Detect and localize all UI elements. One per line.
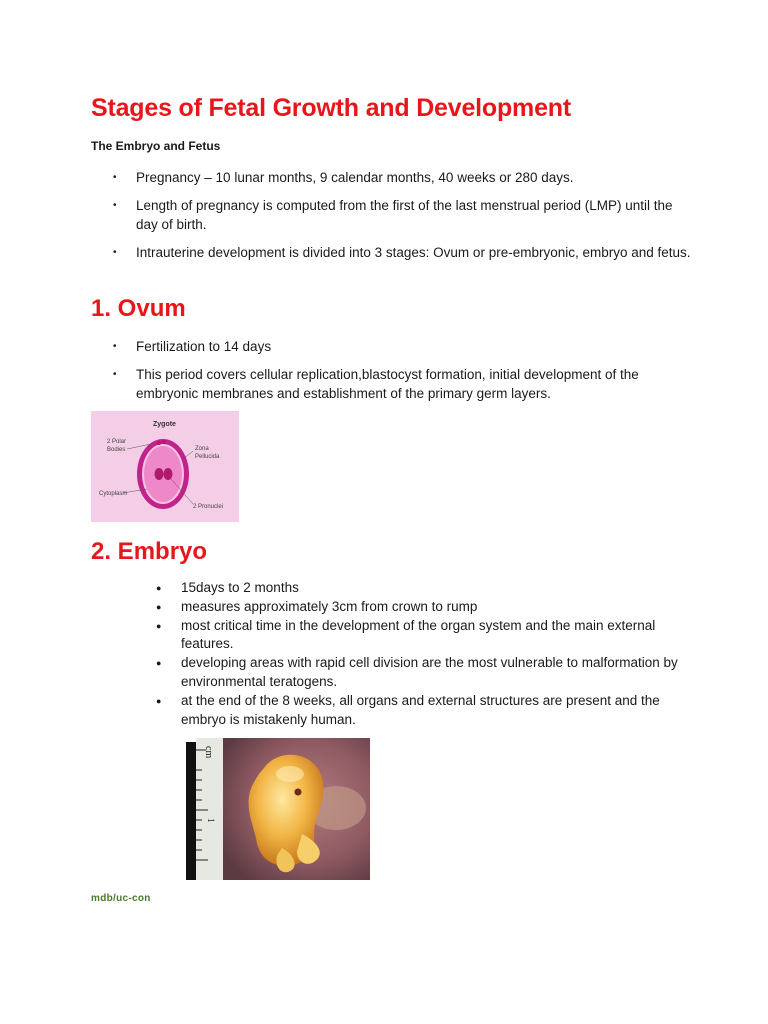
embryo-bullet-list bbox=[181, 579, 681, 729]
ruler-face bbox=[196, 738, 223, 880]
label-pronuclei: 2 Pronuclei bbox=[193, 504, 224, 510]
label-zona-1: Zona bbox=[195, 446, 209, 452]
embryo-heading: 2. Embryo bbox=[91, 538, 208, 565]
list-item: • Pregnancy – 10 lunar months, 9 calendar months, 40 weeks or 280 days. bbox=[136, 168, 696, 187]
label-polar-bodies-2: Bodies bbox=[107, 447, 126, 453]
ovum-heading: 1. Ovum bbox=[91, 295, 186, 322]
intro-bullet-list bbox=[136, 168, 696, 262]
ruler-mark-label: 1 bbox=[206, 818, 216, 823]
ruler-unit-label: cm bbox=[203, 746, 214, 759]
ruler-bar bbox=[186, 742, 196, 880]
list-item: ● developing areas with rapid cell division are the most vulnerable to malformation by environmental teratogens. bbox=[181, 654, 681, 692]
ovum-bullet-list bbox=[136, 337, 696, 403]
list-item: ● at the end of the 8 weeks, all organs and external structures are present and the embryo is mistakenly human. bbox=[181, 692, 681, 730]
label-cytoplasm: Cytoplasm bbox=[99, 491, 128, 497]
zygote-title: Zygote bbox=[153, 421, 176, 428]
list-item: • Fertilization to 14 days bbox=[136, 337, 696, 356]
embryo-eye bbox=[295, 789, 302, 796]
page-title: Stages of Fetal Growth and Development bbox=[91, 94, 571, 122]
label-zona-2: Pellucida bbox=[195, 454, 220, 460]
polar-body bbox=[157, 441, 161, 445]
zygote-svg bbox=[91, 411, 239, 522]
label-polar-bodies-1: 2 Polar bbox=[107, 439, 127, 445]
list-item: • Length of pregnancy is computed from the first of the last menstrual period (LMP) until the day of birth. bbox=[136, 196, 696, 234]
list-item: • Intrauterine development is divided into 3 stages: Ovum or pre-embryonic, embryo and fetus. bbox=[136, 243, 696, 262]
embryo-photo bbox=[186, 738, 370, 880]
footer-credit: mdb/uc-con bbox=[91, 893, 151, 904]
pronucleus-left bbox=[155, 468, 164, 480]
page-subtitle: The Embryo and Fetus bbox=[91, 139, 221, 153]
embryo-photo-svg bbox=[186, 738, 370, 880]
polar-body bbox=[162, 440, 166, 444]
list-item: • This period covers cellular replication,blastocyst formation, initial development of the embryonic membranes and establishment of the primary germ layers. bbox=[136, 365, 696, 403]
list-item: ● most critical time in the development of the organ system and the main external features. bbox=[181, 617, 681, 655]
embryo-highlight bbox=[276, 766, 304, 782]
list-item: ● 15days to 2 months bbox=[181, 579, 681, 598]
pronucleus-right bbox=[164, 468, 173, 480]
list-item: ● measures approximately 3cm from crown to rump bbox=[181, 598, 681, 617]
zygote-diagram bbox=[91, 411, 239, 522]
